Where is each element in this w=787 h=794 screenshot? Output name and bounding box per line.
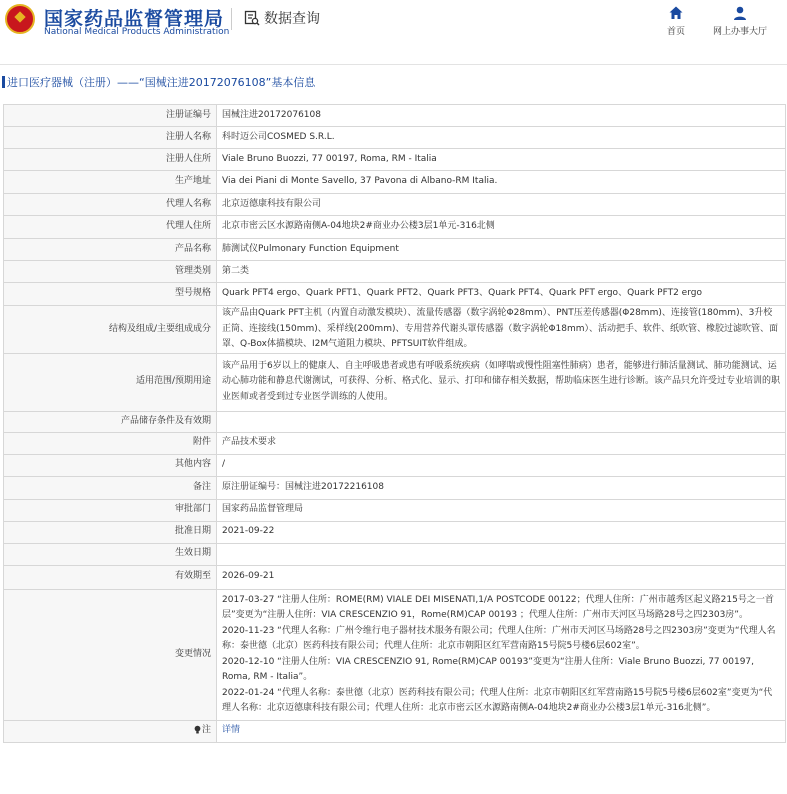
table-row (4, 171, 786, 194)
data-query-label: 数据查询 (264, 11, 320, 27)
row-label: 审批部门 (4, 499, 217, 521)
row-value: 2026-09-21 (217, 565, 786, 589)
nav-home[interactable] (667, 5, 685, 37)
document-search-icon (244, 10, 260, 26)
row-value: 2021-09-22 (217, 521, 786, 543)
change-entry: 2020-11-23 “代理人名称：广州令维行电子器材技术服务有限公司；代理人住所：广州市天河区马场路28号之四2303房”变更为“代理人名称：泰世德（北京）医药科技有限公司；代理人住所：北京市朝阳区红军营南路15号院5号楼6层602室”。 (222, 625, 776, 651)
row-label: 备注 (4, 476, 217, 499)
table-row (4, 283, 786, 306)
detail-table-body (4, 105, 786, 743)
page-title: 进口医疗器械（注册）——“国械注进20172076108”基本信息 (7, 76, 316, 89)
row-label: 注册证编号 (4, 105, 217, 127)
table-row (4, 261, 786, 283)
nav-home-label: 首页 (666, 27, 685, 37)
row-value: 北京市密云区水源路南侧A-04地块2#商业办公楼3层1单元-316北侧 (217, 216, 786, 239)
row-label: 注册人名称 (4, 127, 217, 149)
table-row (4, 353, 786, 411)
table-row (4, 216, 786, 239)
table-row (4, 432, 786, 454)
logo-title-cn[interactable]: 国家药品监督管理局 (44, 8, 225, 30)
row-value: 科时迈公司COSMED S.R.L. (217, 127, 786, 149)
row-value: Viale Bruno Buozzi, 77 00197, Roma, RM - Italia (217, 149, 786, 171)
row-label: 结构及组成/主要组成成分 (4, 306, 217, 354)
row-label: 产品名称 (4, 239, 217, 261)
table-row (4, 306, 786, 354)
header-divider (231, 8, 232, 30)
detail-table (3, 104, 786, 743)
nav-online-hall[interactable] (713, 5, 767, 37)
note-label: 注 (201, 725, 211, 736)
row-label: 变更情况 (4, 589, 217, 720)
lightbulb-icon (193, 725, 202, 734)
row-label: 生产地址 (4, 171, 217, 194)
detail-table-wrapper (3, 104, 786, 743)
row-value: Via dei Piani di Monte Savello, 37 Pavona di Albano-RM Italia. (217, 171, 786, 194)
header-nav (667, 5, 767, 37)
logo-title-en[interactable]: National Medical Products Administration (44, 27, 230, 37)
change-entry: 2017-03-27 “注册人住所：ROME(RM) VIALE DEI MISENATI,1/A POSTCODE 00122；代理人住所：广州市越秀区起义路215号之一首层”变更为“注册人住所：VIA CRESCENZIO 91，Rome(RM)CAP 00193 ；代理人住所：广州市天河区马场路28号之四2303房”。 (222, 594, 774, 620)
detail-link[interactable]: 详情 (222, 725, 241, 736)
row-label: 管理类别 (4, 261, 217, 283)
row-value: 原注册证编号：国械注进20172216108 (217, 476, 786, 499)
change-entry: 2020-12-10 “注册人住所：VIA CRESCENZIO 91, Rome(RM)CAP 00193”变更为“注册人住所：Viale Bruno Buozzi, 77 00197, Roma, RM - Italia”。 (222, 656, 755, 682)
table-row-note (4, 720, 786, 742)
nav-online-hall-label: 网上办事大厅 (712, 27, 767, 37)
row-value: / (217, 454, 786, 476)
row-label: 注册人住所 (4, 149, 217, 171)
row-label: 代理人住所 (4, 216, 217, 239)
change-entry: 2022-01-24 “代理人名称：泰世德（北京）医药科技有限公司；代理人住所：北京市朝阳区红军营南路15号院5号楼6层602室”变更为“代理人名称：北京迈德康科技有限公司；代理人住所：北京市密云区水源路南侧A-04地块2#商业办公楼3层1单元-316北侧”。 (222, 687, 773, 713)
nmpa-emblem-icon (5, 4, 35, 34)
table-row (4, 105, 786, 127)
row-value: 北京迈德康科技有限公司 (217, 194, 786, 216)
row-value: 第二类 (217, 261, 786, 283)
table-row (4, 239, 786, 261)
row-value: 肺测试仪Pulmonary Function Equipment (217, 239, 786, 261)
table-row (4, 543, 786, 565)
row-value: Quark PFT4 ergo、Quark PFT1、Quark PFT2、Quark PFT3、Quark PFT4、Quark PFT ergo、Quark PFT2 ergo (217, 283, 786, 306)
row-value (217, 543, 786, 565)
home-icon (668, 5, 684, 21)
row-label: 代理人名称 (4, 194, 217, 216)
title-marker (2, 76, 5, 88)
table-row (4, 194, 786, 216)
row-value: 产品技术要求 (217, 432, 786, 454)
row-label: 适用范围/预期用途 (4, 353, 217, 411)
page-title-bar (0, 74, 787, 92)
data-query-section (244, 8, 320, 28)
row-value (217, 411, 786, 432)
table-row (4, 521, 786, 543)
row-label: 其他内容 (4, 454, 217, 476)
table-row (4, 149, 786, 171)
table-row (4, 127, 786, 149)
user-icon (732, 5, 748, 21)
row-label: 生效日期 (4, 543, 217, 565)
row-label: 附件 (4, 432, 217, 454)
table-row (4, 411, 786, 432)
changes-value (217, 589, 786, 720)
table-row-changes (4, 589, 786, 720)
row-label: 型号规格 (4, 283, 217, 306)
row-value: 该产品用于6岁以上的健康人、自主呼吸患者或患有呼吸系统疾病（如哮喘或慢性阻塞性肺病）患者，能够进行肺活量测试、肺功能测试、运动心肺功能和静息代谢测试，可获得、分析、格式化、显示、打印和储存相关数据，帮助临床医生进行诊断。该产品只允许受过专业培训的职业医师或者受到过专业医学训练的人使用。 (217, 353, 786, 411)
site-header (0, 0, 787, 65)
row-label (4, 720, 217, 742)
row-value: 国械注进20172076108 (217, 105, 786, 127)
table-row (4, 476, 786, 499)
row-label: 有效期至 (4, 565, 217, 589)
note-value (217, 720, 786, 742)
table-row (4, 454, 786, 476)
table-row (4, 499, 786, 521)
row-value: 该产品由Quark PFT主机（内置自动激发模块）、流量传感器（数字涡轮Φ28mm）、PNT压差传感器(Φ28mm)、连接管(180mm)、3升校正筒、连接线(150mm)、采样线(200mm)、专用营养代谢头罩传感器（数字涡轮Φ18mm）、活动把手、软件、纸吹管、橡胶过滤吹管、面罩、Q-Box体描模块、I2M气道阻力模块、PFTSUIT软件组成。 (217, 306, 786, 354)
table-row (4, 565, 786, 589)
row-label: 批准日期 (4, 521, 217, 543)
row-value: 国家药品监督管理局 (217, 499, 786, 521)
row-label: 产品储存条件及有效期 (4, 411, 217, 432)
